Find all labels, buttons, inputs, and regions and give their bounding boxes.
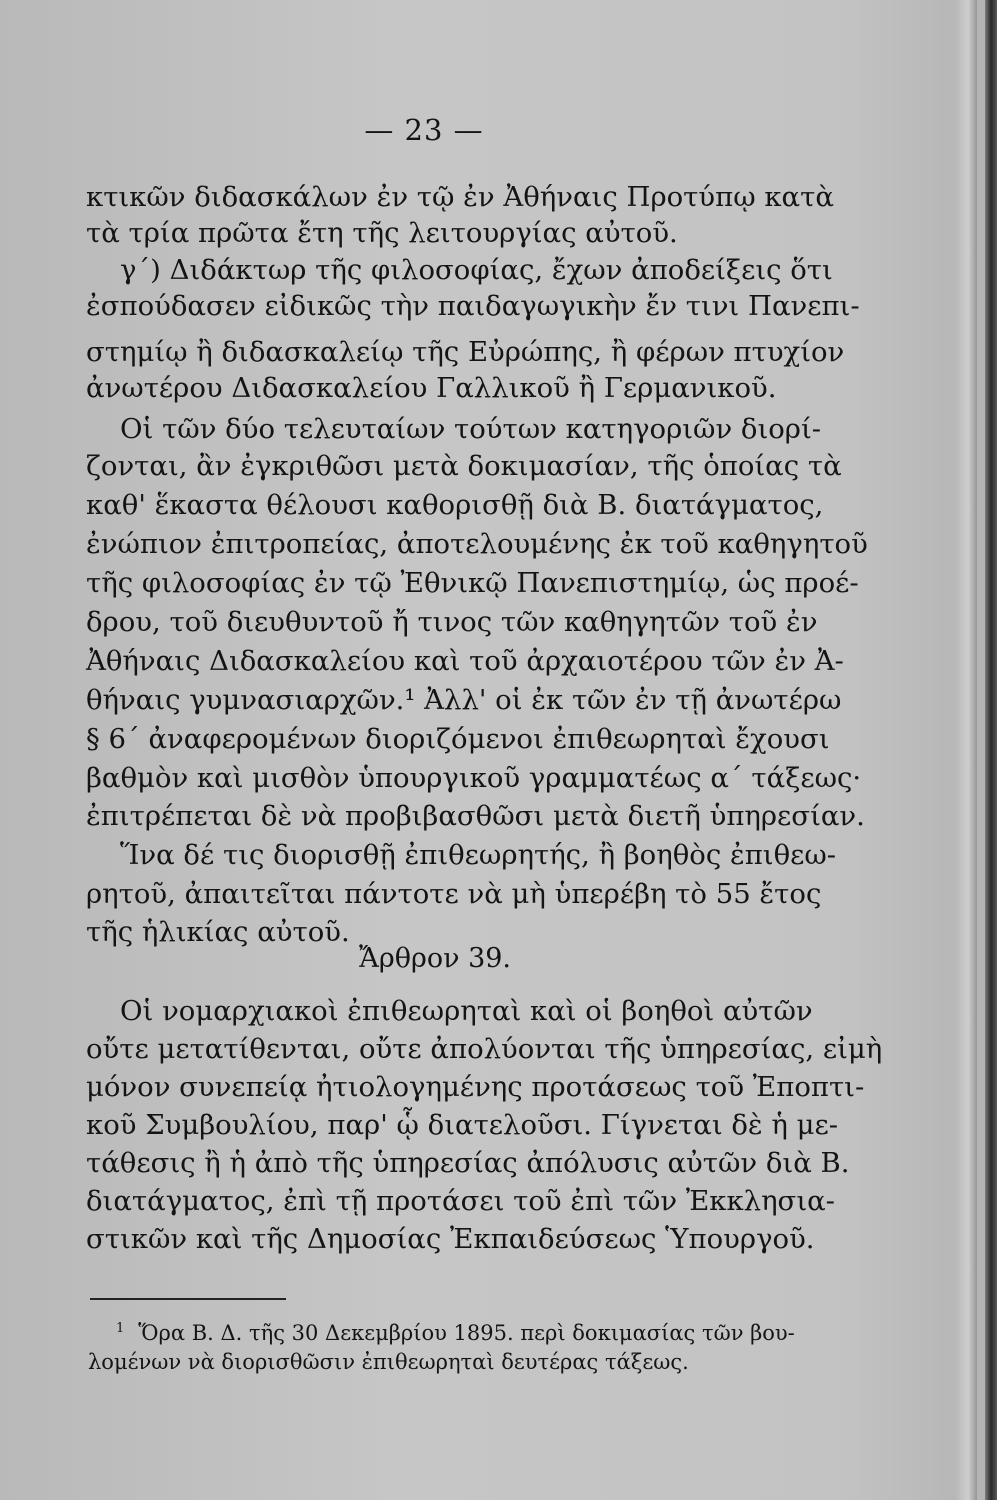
footnote-divider (90, 1298, 286, 1300)
article-text-line: οὔτε μετατίθενται, οὔτε ἀπολύονται τῆς ὑπηρεσίας, εἰμὴ (86, 1033, 883, 1065)
text-line: ἐσπούδασεν εἰδικῶς τὴν παιδαγωγικὴν ἔν τινι Πανεπι- (86, 290, 860, 322)
article-text-line: μόνον συνεπείᾳ ἠτιολογημένης προτάσεως τοῦ Ἐποπτι- (86, 1071, 865, 1103)
footnote-line: λομένων νὰ διορισθῶσιν ἐπιθεωρηταὶ δευτέρας τάξεως. (88, 1350, 689, 1374)
text-line: βαθμὸν καὶ μισθὸν ὑπουργικοῦ γραμματέως α΄ τάξεως· (86, 762, 862, 794)
article-text-line: τάθεσις ἢ ἡ ἀπὸ τῆς ὑπηρεσίας ἀπόλυσις αὐτῶν διὰ Β. (86, 1147, 850, 1179)
article-text-line: Οἱ νομαρχιακοὶ ἐπιθεωρηταὶ καὶ οἱ βοηθοὶ αὐτῶν (120, 995, 813, 1027)
text-line: καθ' ἕκαστα θέλουσι καθορισθῇ διὰ Β. διατάγματος, (86, 489, 824, 521)
footnote-mark: 1 (116, 1321, 125, 1336)
text-line: στημίῳ ἢ διδασκαλείῳ τῆς Εὐρώπης, ἢ φέρων πτυχίον (86, 336, 845, 368)
page-number: — 23 — (364, 113, 484, 147)
text-line: ἀνωτέρου Διδασκαλείου Γαλλικοῦ ἢ Γερμανικοῦ. (86, 372, 777, 404)
text-line: ρητοῦ, ἀπαιτεῖται πάντοτε νὰ μὴ ὑπερέβη τὸ 55 ἔτος (86, 878, 822, 910)
footnote-text: Ὅρα Β. Δ. τῆς 30 Δεκεμβρίου 1895. περὶ δοκιμασίας τῶν βου- (138, 1321, 795, 1345)
text-line: ἐπιτρέπεται δὲ νὰ προβιβασθῶσι μετὰ διετῆ ὑπηρεσίαν. (86, 800, 865, 832)
text-line: θήναις γυμνασιαρχῶν.¹ Ἀλλ' οἱ ἐκ τῶν ἐν τῇ ἀνωτέρω (86, 684, 842, 716)
text-line: τῆς φιλοσοφίας ἐν τῷ Ἐθνικῷ Πανεπιστημίῳ, ὡς προέ- (86, 567, 859, 599)
text-line: τὰ τρία πρῶτα ἔτη τῆς λειτουργίας αὐτοῦ. (86, 217, 678, 249)
page-edge-shading (955, 0, 977, 1500)
article-text-line: κοῦ Συμβουλίου, παρ' ᾧ διατελοῦσι. Γίγνεται δὲ ἡ με- (86, 1109, 839, 1141)
article-heading: Ἄρθρον 39. (359, 943, 512, 974)
text-line: Οἱ τῶν δύο τελευταίων τούτων κατηγοριῶν διορί- (120, 413, 822, 445)
text-line: γ΄) Διδάκτωρ τῆς φιλοσοφίας, ἔχων ἀποδείξεις ὅτι (120, 254, 833, 286)
text-line: κτικῶν διδασκάλων ἐν τῷ ἐν Ἀθήναις Προτύπῳ κατὰ (86, 181, 834, 213)
article-text-line: διατάγματος, ἐπὶ τῇ προτάσει τοῦ ἐπὶ τῶν Ἐκκλησια- (86, 1185, 835, 1217)
text-line: ζονται, ἂν ἐγκριθῶσι μετὰ δοκιμασίαν, τῆς ὁποίας τὰ (86, 450, 842, 482)
book-spine (985, 0, 997, 1500)
text-line: Ἵνα δέ τις διορισθῇ ἐπιθεωρητής, ἢ βοηθὸς ἐπιθεω- (120, 839, 837, 871)
article-text-line: στικῶν καὶ τῆς Δημοσίας Ἐκπαιδεύσεως Ὑπουργοῦ. (86, 1223, 815, 1255)
text-line: § 6΄ ἀναφερομένων διοριζόμενοι ἐπιθεωρηταὶ ἔχουσι (86, 723, 830, 755)
text-line: τῆς ἡλικίας αὐτοῦ. (86, 916, 350, 948)
text-line: Ἀθήναις Διδασκαλείου καὶ τοῦ ἀρχαιοτέρου τῶν ἐν Ἀ- (86, 645, 844, 677)
text-line: δρου, τοῦ διευθυντοῦ ἤ τινος τῶν καθηγητῶν τοῦ ἐν (86, 606, 818, 638)
text-line: ἐνώπιον ἐπιτροπείας, ἀποτελουμένης ἐκ τοῦ καθηγητοῦ (86, 528, 868, 560)
footnote-line (116, 1313, 795, 1349)
